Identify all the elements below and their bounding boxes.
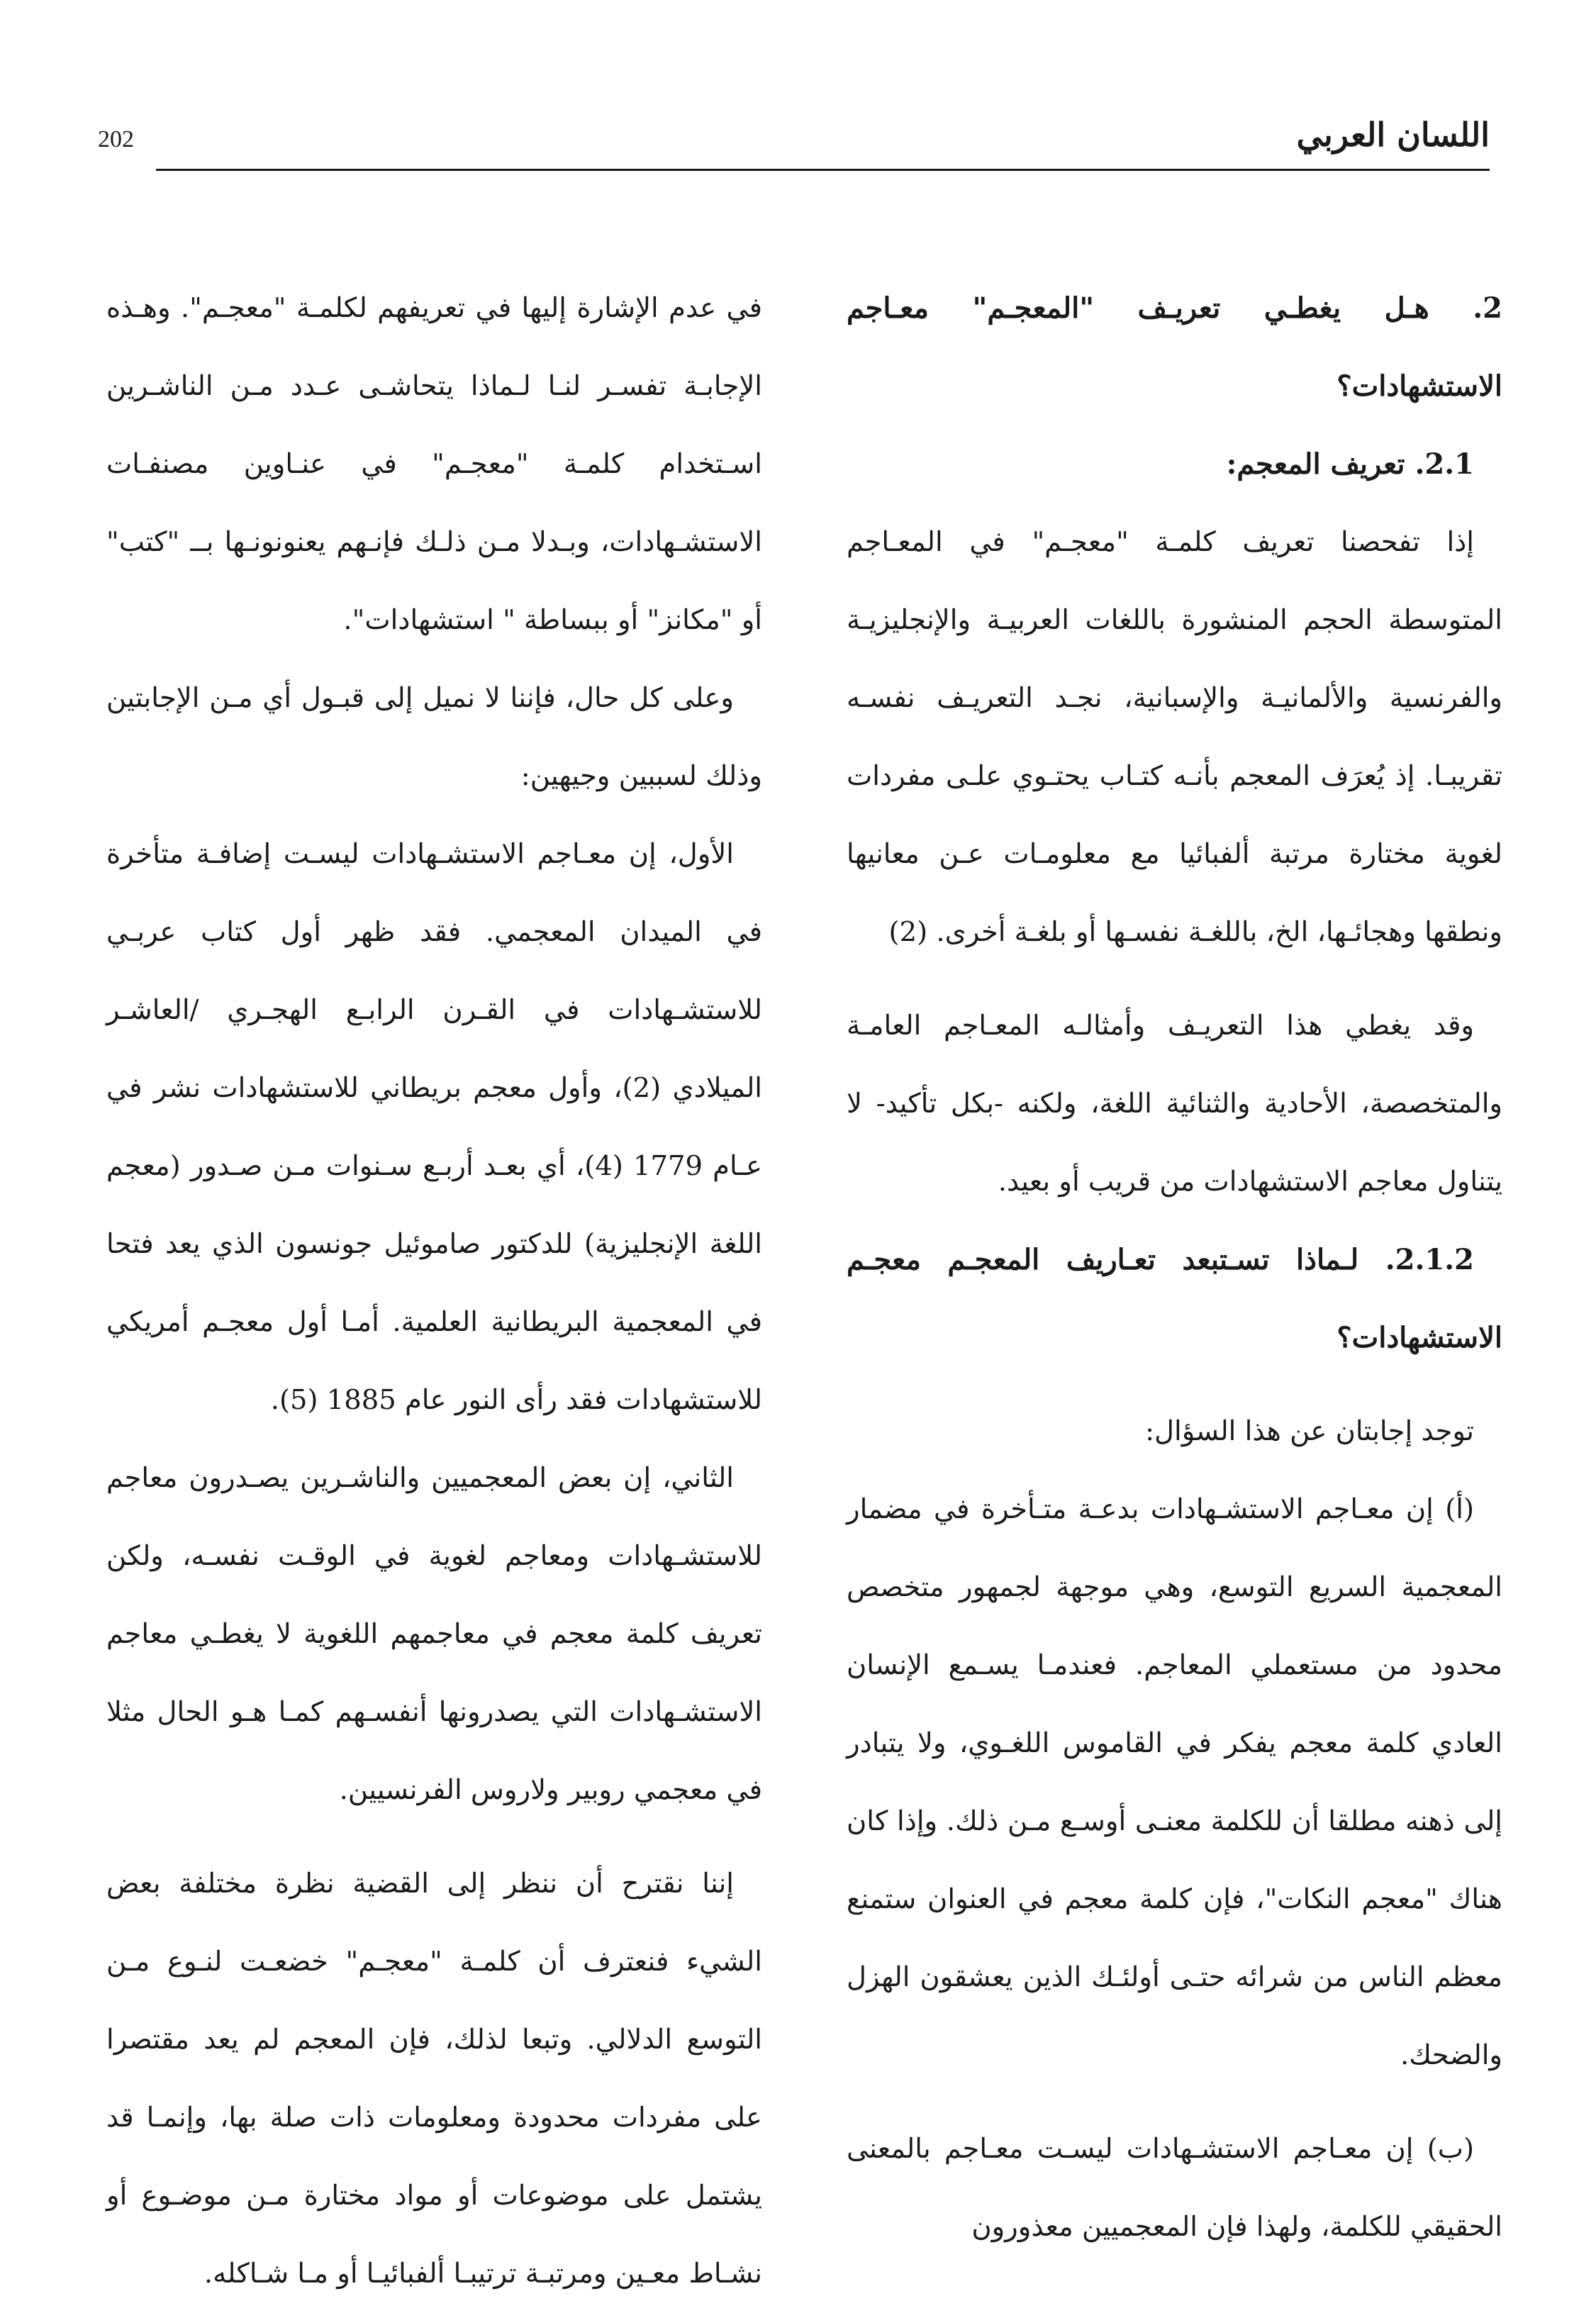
section-heading-2: 2. هـل يغطـي تعريـف "المعجـم" معـاجم الاستشهادات؟ bbox=[847, 291, 1502, 403]
paragraph-proposal: إننا نقترح أن ننظر إلى القضية نظرة مختلفة بعض الشيء فنعترف أن كلمـة "معجـم" خضعـت لنـوع مـن التوسع الدلالي. وتبعا لذلك، فإن المعجم لم يعد مقتصرا على مفردات محدودة ومعلومات ذات صلة بها، وإنمـا قد يشتمل على موضوعات أو مواد مختارة مـن موضـوع أو نشـاط معـين ومرتبـة ترتيبـا ألفبائيـا أو مـا شـاكله. bbox=[106, 1868, 762, 2290]
section-heading-2-1-2: 2.1.2. لـماذا تسـتبعد تعـاريف المعجـم معجـم الاستشهادات؟ bbox=[847, 1243, 1502, 1354]
paragraph-first-reason: الأول، إن معـاجم الاستشـهادات ليسـت إضافـة متأخرة في الميدان المعجمي. فقد ظهر أول كتاب عربـي للاستشـهادات في القـرن الرابـع الهجـري /العاشـر الميلادي (2)، وأول معجم بريطاني للاستشهادات نشر في عـام 1779 (4)، أي بعـد أربـع سـنوات مـن صـدور (معجم اللغة الإنجليزية) للدكتور صاموئيل جونسون الذي يعد فتحا في المعجمية البريطانية العلمية. أمـا أول معجـم أمريكي للاستشهادات فقد رأى النور عام 1885 (5). bbox=[106, 838, 762, 1416]
paragraph-two-answers: توجد إجابتان عن هذا السؤال: bbox=[1145, 1415, 1474, 1447]
paragraph-coverage: وقد يغطي هذا التعريـف وأمثالـه المعـاجم العامـة والمتخصصة، الأحادية والثنائية اللغة، ولكنه -بكل تأكيد- لا يتناول معاجم الاستشهادات من قريب أو بعيد. bbox=[847, 1010, 1502, 1198]
page-number: 202 bbox=[98, 126, 134, 152]
left-column bbox=[106, 269, 762, 2313]
paragraph-definition: إذا تفحصنا تعريف كلمـة "معجـم" في المعـاجم المتوسطة الحجم المنشورة باللغات العربيـة والإنجليزيـة والفرنسية والألمانيـة والإسبانية، نجـد التعريـف نفسـه تقريبـا. إذ يُعرَف المعجم بأنـه كتـاب يحتـوي علـى مفردات لغوية مختارة مرتبة ألفبائيا مع معلومـات عـن معانيها ونطقها وهجائـها، الخ، باللغـة نفسـها أو بلغـة أخرى. (2) bbox=[847, 526, 1502, 948]
paragraph-reasons-intro: وعلى كل حال، فإننا لا نميل إلى قبـول أي مـن الإجابتين وذلك لسببين وجيهين: bbox=[106, 682, 762, 792]
paragraph-continuation: في عدم الإشارة إليها في تعريفهم لكلمـة "معجـم". وهـذه الإجابـة تفسـر لنـا لـماذا يتحاشـى عـدد مـن الناشـرين اسـتخدام كلمـة "معجـم" في عنـاوين مصنفـات الاستشـهادات، وبـدلا مـن ذلـك فإنـهم يعنونونـها بــ "كتب" أو "مكانز" أو ببساطة " استشهادات". bbox=[106, 292, 762, 636]
section-heading-2-1: 2.1. تعريف المعجم: bbox=[1226, 447, 1474, 481]
paragraph-answer-b: (ب) إن معـاجم الاستشـهادات ليسـت معـاجم بالمعنى الحقيقي للكلمة، ولهذا فإن المعجميين معذورون bbox=[847, 2133, 1502, 2243]
journal-logo: اللسان العربي bbox=[1296, 116, 1490, 154]
header-rule bbox=[156, 169, 1490, 171]
paragraph-answer-a: (أ) إن معـاجم الاستشـهادات بدعـة متـأخرة في مضمار المعجمية السريع التوسع، وهي موجهة لجمهور متخصص محدود من مستعملي المعاجم. فعندمـا يسـمع الإنسان العادي كلمة معجم يفكر في القاموس اللغـوي، ولا يتبادر إلى ذهنه مطلقا أن للكلمة معنـى أوسـع مـن ذلك. وإذا كان هناك "معجم النكات"، فإن كلمة معجم في العنوان ستمنع معظم الناس من شرائه حتـى أولئـك الذين يعشقون الهزل والضحك. bbox=[847, 1493, 1502, 2071]
right-column bbox=[847, 269, 1502, 2266]
paragraph-second-reason: الثاني، إن بعض المعجميين والناشـرين يصـدرون معاجم للاستشـهادات ومعاجم لغوية في الوقـت نفسـه، ولكن تعريف كلمة معجم في معاجمهم اللغوية لا يغطـي معاجم الاستشـهادات التي يصدرونها أنفسـهم كمـا هـو الحال مثلا في معجمي روبير ولاروس الفرنسيين. bbox=[106, 1462, 762, 1806]
